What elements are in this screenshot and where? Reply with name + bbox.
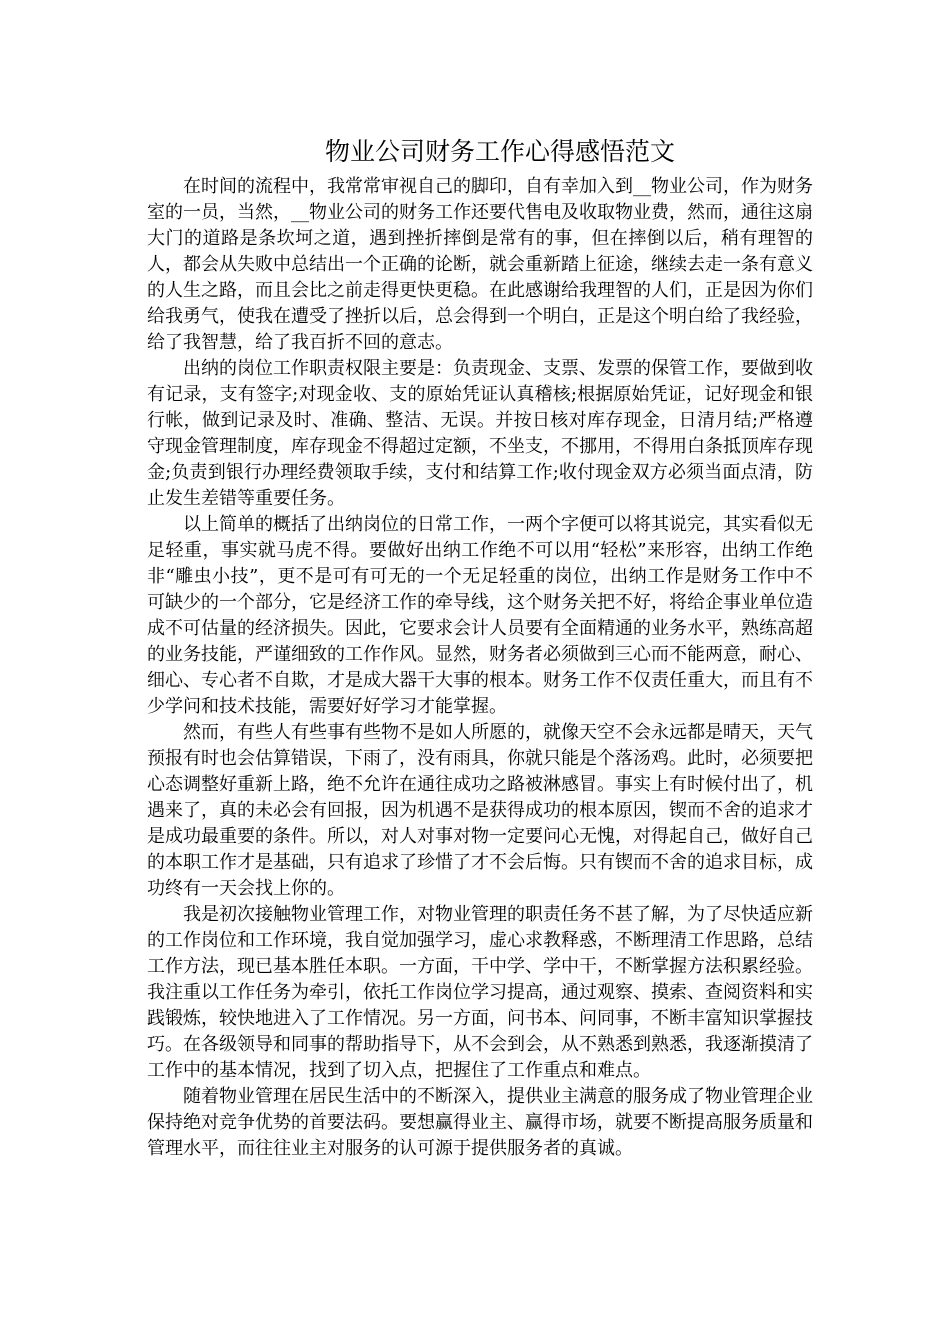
body-paragraph: 出纳的岗位工作职责权限主要是：负责现金、支票、发票的保管工作，要做到收有记录，支有签字;对现金收、支的原始凭证认真稽核;根据原始凭证，记好现金和银行帐，做到记录及时、准确、整洁、无误。并按日核对库存现金，日清月结;严格遵守现金管理制度，库存现金不得超过定额，不坐支，不挪用，不得用白条抵顶库存现金;负责到银行办理经费领取手续，支付和结算工作;收付现金双方必须当面点清，防止发生差错等重要任务。 bbox=[147, 358, 814, 509]
document-body bbox=[147, 174, 813, 1162]
body-paragraph: 随着物业管理在居民生活中的不断深入，提供业主满意的服务成了物业管理企业保持绝对竞争优势的首要法码。要想赢得业主、赢得市场，就要不断提高服务质量和管理水平，而往往业主对服务的认可源于提供服务者的真诚。 bbox=[147, 1086, 813, 1159]
body-paragraph: 然而，有些人有些事有些物不是如人所愿的，就像天空不会永远都是晴天，天气预报有时也会估算错误，下雨了，没有雨具，你就只能是个落汤鸡。此时，必须要把心态调整好重新上路，绝不允许在通往成功之路被淋感冒。事实上有时候付出了，机遇来了，真的未必会有回报，因为机遇不是获得成功的根本原因，锲而不舍的追求才是成功最重要的条件。所以，对人对事对物一定要问心无愧，对得起自己，做好自己的本职工作才是基础，只有追求了珍惜了才不会后悔。只有锲而不舍的追求目标，成功终有一天会找上你的。 bbox=[147, 722, 813, 899]
body-paragraph: 我是初次接触物业管理工作，对物业管理的职责任务不甚了解，为了尽快适应新的工作岗位和工作环境，我自觉加强学习，虚心求教释惑，不断理清工作思路，总结工作方法，现已基本胜任本职。一方面，干中学、学中干，不断掌握方法积累经验。我注重以工作任务为牵引，依托工作岗位学习提高，通过观察、摸索、查阅资料和实践锻炼，较快地进入了工作情况。另一方面，问书本、问同事，不断丰富知识掌握技巧。在各级领导和同事的帮助指导下，从不会到会，从不熟悉到熟悉，我逐渐摸清了工作中的基本情况，找到了切入点，把握住了工作重点和难点。 bbox=[147, 904, 813, 1081]
document-title: 物业公司财务工作心得感悟范文 bbox=[324, 137, 675, 166]
body-paragraph: 在时间的流程中，我常常审视自己的脚印，自有幸加入到__物业公司，作为财务室的一员，当然，__物业公司的财务工作还要代售电及收取物业费，然而，通往这扇大门的道路是条坎坷之道，遇到挫折摔倒是常有的事，但在摔倒以后，稍有理智的人，都会从失败中总结出一个正确的论断，就会重新踏上征途，继续去走一条有意义的人生之路，而且会比之前走得更快更稳。在此感谢给我理智的人们，正是因为你们给我勇气，使我在遭受了挫折以后，总会得到一个明白，正是这个明白给了我经验，给了我智慧，给了我百折不回的意志。 bbox=[147, 176, 813, 353]
body-paragraph: 以上简单的概括了出纳岗位的日常工作，一两个字便可以将其说完，其实看似无足轻重，事实就马虎不得。要做好出纳工作绝不可以用“轻松”来形容，出纳工作绝非“雕虫小技”，更不是可有可无的一个无足轻重的岗位，出纳工作是财务工作中不可缺少的一个部分，它是经济工作的牵导线，这个财务关把不好，将给企事业单位造成不可估量的经济损失。因此，它要求会计人员要有全面精通的业务水平，熟练高超的业务技能，严谨细致的工作作风。显然，财务者必须做到三心而不能两意，耐心、细心、专心者不自欺，才是成大器干大事的根本。财务工作不仅责任重大，而且有不少学问和技术技能，需要好好学习才能掌握。 bbox=[147, 514, 813, 717]
